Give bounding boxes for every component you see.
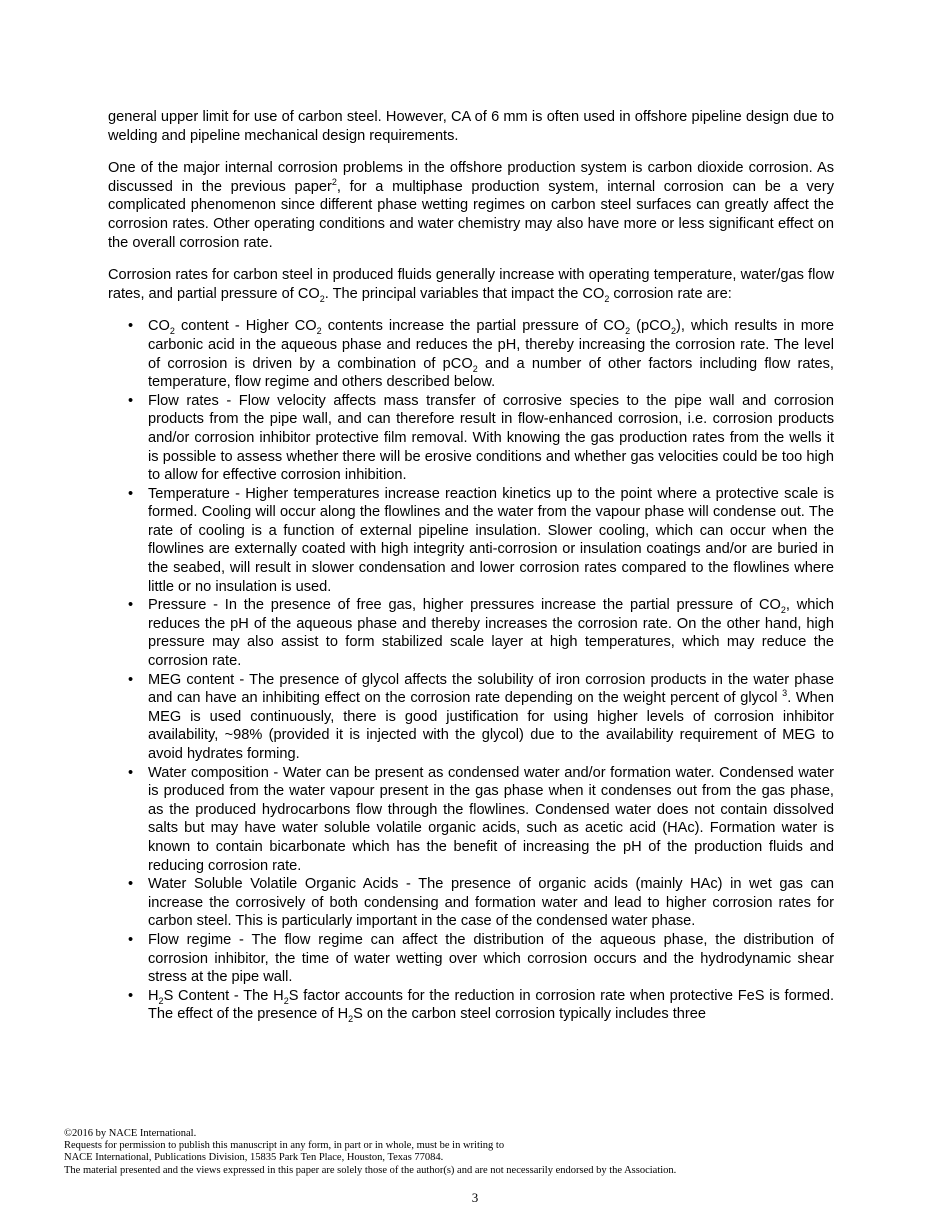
list-item-text — [148, 318, 834, 390]
superscript: 3 — [782, 688, 788, 699]
subscript: 2 — [604, 293, 610, 304]
text-run: S on the carbon steel corrosion typically includes three — [353, 1006, 706, 1023]
list-item-text — [148, 597, 834, 669]
text-run: and a number of other factors including flow rates, temperature, flow regime and others described below. — [148, 355, 834, 391]
text-run: Water Soluble Volatile Organic Acids - The presence of organic acids (mainly HAc) in wet gas can increase the corrosively of both condensing and formation water and lead to higher corrosion rates for carbon steel. This is particularly important in the case of the condensed water phase. — [148, 876, 834, 930]
text-run: , for a multiphase production system, internal corrosion can be a very complicated phenomenon since different phase wetting regimes on carbon steel surfaces can greatly affect the corrosion rates. Other operating conditions and water chemistry may also have more or less significant effect on the overall corrosion rate. — [108, 178, 834, 251]
list-item-text — [148, 486, 834, 595]
list-item-flow-rates — [108, 392, 834, 485]
text-run: content - Higher CO — [174, 318, 317, 335]
list-item-water-composition — [108, 764, 834, 876]
text-run: Corrosion rates for carbon steel in produced fluids generally increase with operating temperature, water/gas flow rates, and partial pressure of CO — [108, 267, 834, 302]
text-run: Flow rates - Flow velocity affects mass transfer of corrosive species to the pipe wall and corrosion products from the pipe wall, and can therefore result in flow-enhanced corrosion, i.e. corrosion products and/or corrosion inhibitor protective film removal. With knowing the gas production rates from the wells it is possible to assess whether there will be erosive conditions and whether gas velocities could be too high to allow for effective corrosion inhibition. — [148, 392, 834, 484]
list-item-text — [148, 988, 834, 1023]
text-run: Pressure - In the presence of free gas, higher pressures increase the partial pressure of CO — [148, 597, 781, 614]
text-run: One of the major internal corrosion problems in the offshore production system is carbon dioxide corrosion. As discussed in the previous paper — [108, 160, 834, 195]
text-run: ), which results in more carbonic acid in the aqueous phase and reduces the pH, thereby increasing the corrosion rate. The level of corrosion is driven by a combination of pCO — [148, 318, 834, 372]
bullet-icon: • — [128, 876, 134, 893]
paragraph-corrosion-rates — [108, 266, 834, 303]
text-run: . When MEG is used continuously, there is good justification for using higher levels of corrosion inhibitor availability, ~98% (provided it is injected with the glycol) due to the availability requirement of MEG to avoid hydrates forming. — [148, 690, 834, 762]
footer-permission: Requests for permission to publish this manuscript in any form, in part or in whole, must be in writing to — [64, 1140, 505, 1152]
text-run: general upper limit for use of carbon steel. However, CA of 6 mm is often used in offshore pipeline design due to welding and pipeline mechanical design requirements. — [108, 109, 834, 144]
text-run: S Content - The H — [163, 987, 284, 1004]
list-item-co2-content — [108, 317, 834, 391]
text-run: H — [148, 987, 159, 1004]
list-item-text — [148, 932, 834, 985]
page-number: 3 — [471, 1190, 479, 1205]
list-item-temperature — [108, 485, 834, 597]
bullet-icon: • — [128, 671, 134, 688]
footer-copyright: ©2016 by NACE International. — [64, 1128, 197, 1139]
subscript: 2 — [169, 326, 175, 337]
text-run: corrosion rate are: — [609, 285, 732, 302]
bullet-icon: • — [128, 597, 134, 614]
list-item-text — [148, 765, 834, 874]
list-item-flow-regime — [108, 931, 834, 987]
list-item-text — [148, 672, 834, 762]
text-run: , which reduces the pH of the aqueous phase and thereby increases the corrosion rate. On the other hand, high pressure may also assist to form stabilized scale layer at high temperatures, which may reduce the corrosion rate. — [148, 597, 835, 670]
list-item-organic-acids — [108, 875, 834, 931]
document-body — [108, 108, 834, 1024]
text-run: (pCO — [630, 318, 672, 335]
text-run: S factor accounts for the reduction in corrosion rate when protective FeS is formed. The effect of the presence of H — [148, 987, 834, 1023]
copyright-footer — [64, 1128, 894, 1177]
list-item-text — [148, 393, 834, 483]
footer-address: NACE International, Publications Division, 15835 Park Ten Place, Houston, Texas 77084. — [64, 1152, 444, 1164]
subscript: 2 — [780, 605, 786, 616]
text-run: . The principal variables that impact the CO — [324, 285, 605, 302]
text-run: contents increase the partial pressure of CO — [321, 318, 626, 335]
text-run: Temperature - Higher temperatures increase reaction kinetics up to the point where a protective scale is formed. Cooling will occur along the flowlines and the water from the vapour phase will condense out. The rate of cooling is a function of external pipeline insulation. Slower cooling, which can occur when the flowlines are externally coated with high integrity anti-corrosion or insulation coatings and/or are buried in the seabed, will result in slower condensation and lower corrosion rates compared to the flowlines where little or no insulation is used. — [148, 485, 834, 595]
subscript: 2 — [158, 995, 164, 1006]
bullet-icon: • — [128, 318, 134, 335]
list-item-h2s-content — [108, 987, 834, 1024]
subscript: 2 — [472, 363, 478, 374]
paragraph-ca-limit — [108, 108, 834, 145]
bullet-icon: • — [128, 392, 134, 409]
subscript: 2 — [348, 1014, 354, 1025]
bullet-icon: • — [128, 764, 134, 781]
subscript: 2 — [283, 995, 289, 1006]
list-item-meg-content — [108, 671, 834, 764]
paragraph-co2-corrosion — [108, 159, 834, 252]
subscript: 2 — [625, 326, 631, 337]
text-run: CO — [148, 318, 170, 335]
bullet-icon: • — [128, 931, 134, 948]
superscript: 2 — [331, 176, 337, 187]
bullet-icon: • — [128, 987, 134, 1004]
subscript: 2 — [671, 326, 677, 337]
text-run: Flow regime - The flow regime can affect the distribution of the aqueous phase, the distribution of corrosion inhibitor, the time of water wetting over which corrosion occurs and the hydrodynamic shear stress at the pipe wall. — [148, 931, 834, 986]
text-run: Water composition - Water can be present as condensed water and/or formation water. Condensed water is produced from the water vapour present in the gas phase when it condenses out from the gas phase, as the produced hydrocarbons flow through the flowlines. Condensed water does not contain dissolved salts but may have water soluble volatile organic acids, such as acetic acid (HAc). Formation water is known to contain bicarbonate which has the benefit of increasing the pH of the production fluids and reducing corrosion rate. — [148, 764, 834, 874]
list-item-pressure — [108, 596, 834, 670]
subscript: 2 — [319, 293, 325, 304]
corrosion-variables-list — [108, 317, 834, 1024]
bullet-icon: • — [128, 485, 134, 502]
footer-disclaimer: The material presented and the views expressed in this paper are solely those of the author(s) and are not necessarily endorsed by the Association. — [64, 1164, 677, 1176]
text-run: MEG content - The presence of glycol affects the solubility of iron corrosion products in the water phase and can have an inhibiting effect on the corrosion rate depending on the weight percent of glycol — [148, 671, 834, 707]
subscript: 2 — [316, 326, 322, 337]
list-item-text — [148, 876, 834, 929]
